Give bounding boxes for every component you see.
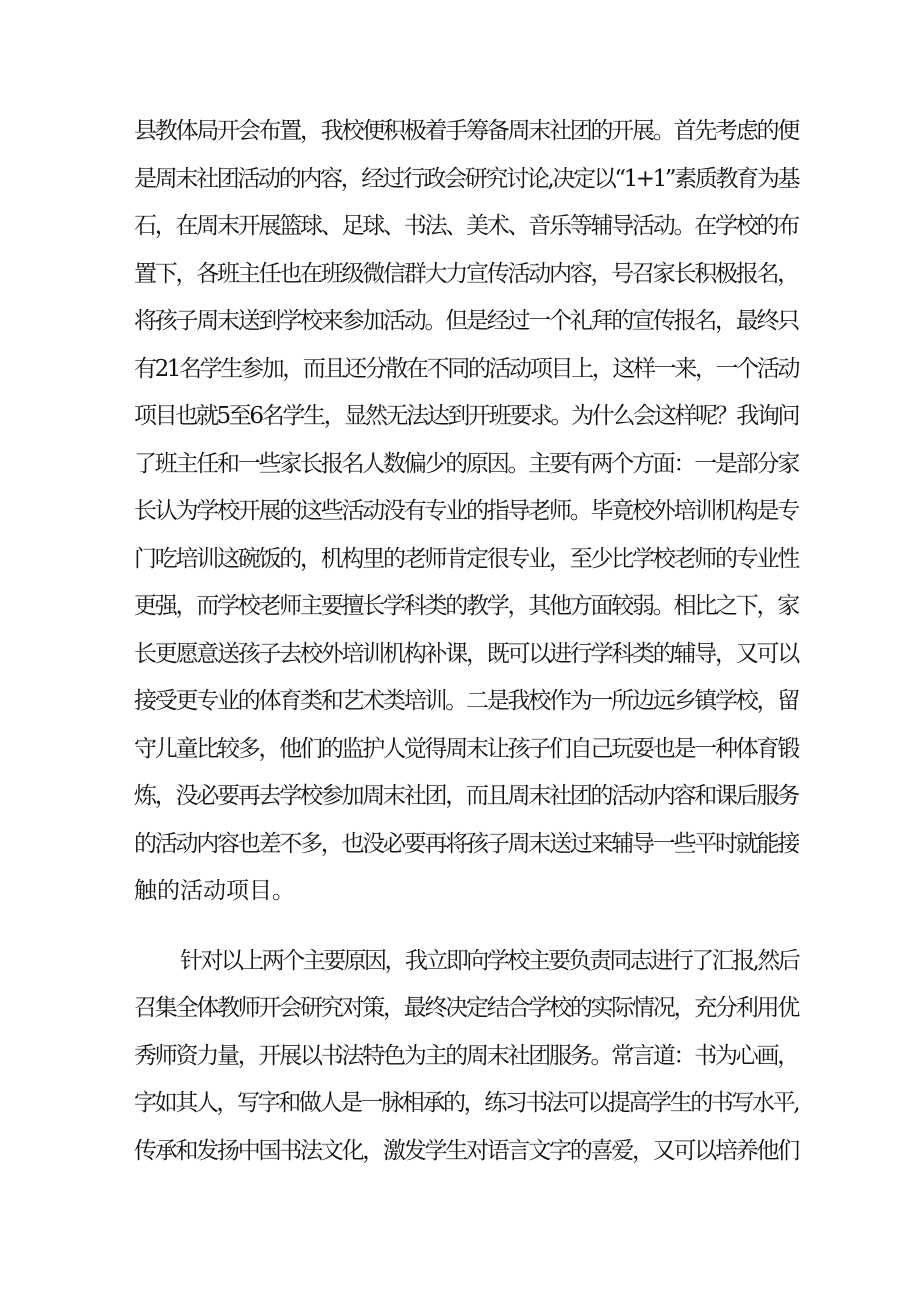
text-line: 有21名学生参加，而且还分散在不同的活动项目上，这样一来，一个活动 <box>134 355 798 382</box>
text-line: 长认为学校开展的这些活动没有专业的指导老师。毕竟校外培训机构是专 <box>134 498 798 524</box>
text-line: 将孩子周末送到学校来参加活动。但是经过一个礼拜的宣传报名，最终只 <box>134 308 798 334</box>
paragraph-1 <box>134 108 798 916</box>
text-line: 了班主任和一些家长报名人数偏少的原因。主要有两个方面：一是部分家 <box>134 450 798 477</box>
text-line: 的活动内容也差不多，也没必要再将孩子周末送过来辅导一些平时就能接 <box>134 830 798 857</box>
text-line: 守儿童比较多，他们的监护人觉得周末让孩子们自己玩耍也是一种体育锻 <box>134 735 798 762</box>
text-line: 秀师资力量，开展以书法特色为主的周末社团服务。常言道：书为心画， <box>134 1042 798 1069</box>
text-line: 针对以上两个主要原因，我立即向学校主要负责同志进行了汇报,然后 <box>180 947 798 974</box>
body-text <box>134 108 798 1175</box>
text-line: 接受更专业的体育类和艺术类培训。二是我校作为一所边远乡镇学校，留 <box>134 688 798 714</box>
text-line: 是周末社团活动的内容，经过行政会研究讨论,决定以“1+1”素质教育为基 <box>134 165 798 192</box>
text-line: 传承和发扬中国书法文化，激发学生对语言文字的喜爱，又可以培养他们 <box>134 1137 798 1164</box>
paragraph-spacer <box>134 916 798 938</box>
text-line: 更强，而学校老师主要擅长学科类的教学，其他方面较弱。相比之下，家 <box>134 593 798 619</box>
text-line: 长更愿意送孩子去校外培训机构补课，既可以进行学科类的辅导，又可以 <box>134 640 798 667</box>
text-line: 项目也就5至6名学生，显然无法达到开班要求。为什么会这样呢？我询问 <box>134 403 798 429</box>
text-line: 门吃培训这碗饭的，机构里的老师肯定很专业，至少比学校老师的专业性 <box>134 545 798 572</box>
text-line: 炼，没必要再去学校参加周末社团，而且周末社团的活动内容和课后服务 <box>134 783 798 809</box>
text-line: 石，在周末开展篮球、足球、书法、美术、音乐等辅导活动。在学校的布 <box>134 213 798 239</box>
text-line: 县教体局开会布置，我校便积极着手筹备周末社团的开展。首先考虑的便 <box>134 118 798 144</box>
text-line: 字如其人，写字和做人是一脉相承的，练习书法可以提高学生的书写水平, <box>134 1090 798 1116</box>
text-line: 触的活动项目。 <box>134 878 295 904</box>
paragraph-2 <box>134 938 798 1176</box>
text-line: 置下，各班主任也在班级微信群大力宣传活动内容，号召家长积极报名， <box>134 260 798 287</box>
text-line: 召集全体教师开会研究对策，最终决定结合学校的实际情况，充分利用优 <box>134 995 798 1021</box>
